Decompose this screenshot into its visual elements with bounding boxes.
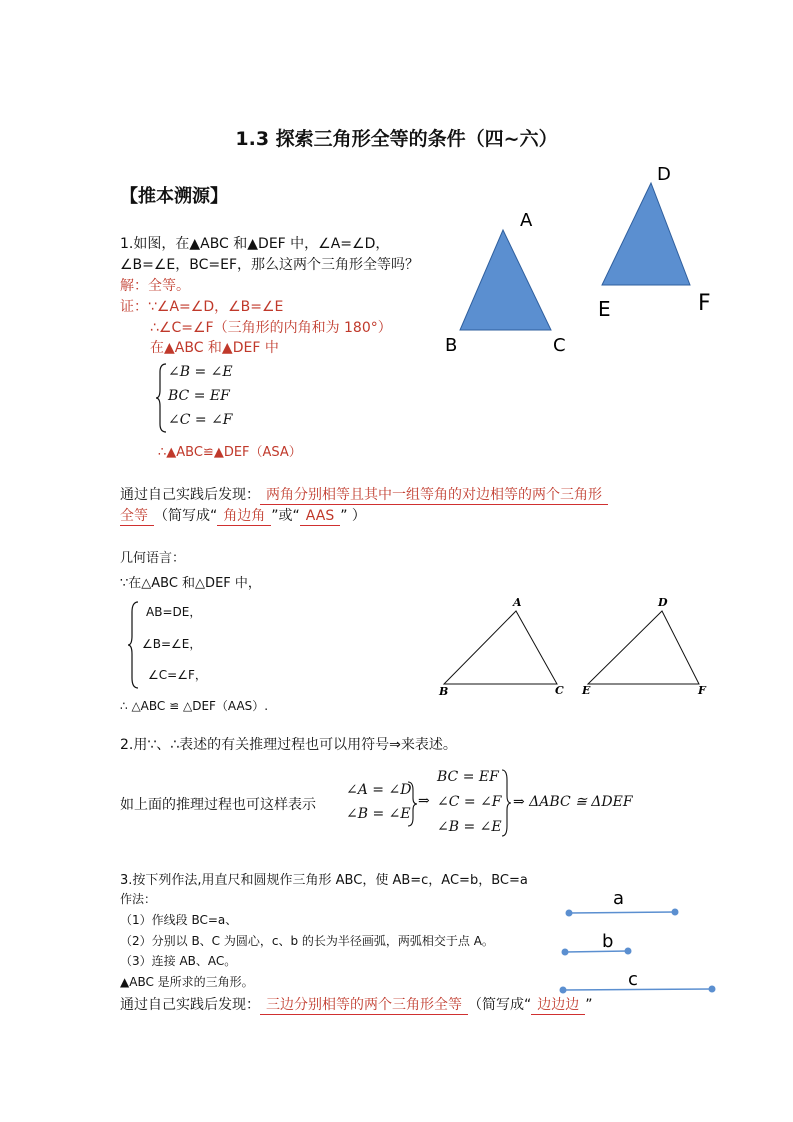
- geo-label-F: F: [698, 684, 706, 697]
- discover2-end: ”: [585, 997, 593, 1013]
- proof-line1: ∵∠A=∠D，∠B=∠E: [148, 299, 284, 315]
- q2-prefix: 如上面的推理过程也可这样表示: [120, 797, 316, 813]
- outline-triangle-def: [588, 611, 699, 684]
- geo-label-C: C: [555, 684, 564, 697]
- triangle-def: [602, 183, 690, 285]
- discover2-prefix: 通过自己实践后发现：: [120, 997, 260, 1013]
- answer-text: 全等。: [148, 278, 190, 294]
- geo-heading: 几何语言：: [120, 551, 186, 566]
- discover2-fill1: 三边分别相等的两个三角形全等: [260, 997, 468, 1015]
- q2-mid-row3: ∠B = ∠E: [437, 819, 502, 835]
- discover1-fill1a: 两角分别相等且其中一组等角的对边相等的两个三角形: [260, 487, 608, 505]
- discover1-mid2: ”或“: [271, 508, 300, 524]
- sys1-row2: BC = EF: [168, 388, 230, 404]
- geo-conclusion: ∴ △ABC ≌ △DEF（AAS）.: [120, 699, 269, 713]
- label-F: F: [698, 291, 711, 316]
- q1-figure: [440, 160, 720, 360]
- q3-step2: （2）分别以 B、C 为圆心，c、b 的长为半径画弧，两弧相交于点 A。: [120, 934, 494, 948]
- geo-sys-row3: ∠C=∠F，: [148, 668, 207, 682]
- geo-label-B: B: [439, 685, 449, 698]
- q2-left-row1: ∠A = ∠D: [346, 782, 412, 798]
- discover1-fill1b: 全等: [120, 508, 154, 526]
- segments-figure: [555, 885, 725, 995]
- q1-answer: [120, 275, 190, 295]
- q3-line: 3.按下列作法,用直尺和圆规作三角形 ABC，使 AB=c，AC=b，BC=a: [120, 873, 528, 888]
- q2-brace-right: [502, 768, 512, 838]
- geo-label-A: A: [513, 596, 522, 609]
- q3-step3: （3）连接 AB、AC。: [120, 954, 237, 968]
- section-heading: 【推本溯源】: [120, 186, 228, 207]
- label-C: C: [553, 335, 566, 356]
- answer-label: 解：: [120, 278, 148, 294]
- label-E: E: [598, 297, 611, 321]
- label-A: A: [520, 210, 533, 231]
- outline-triangle-abc: [444, 611, 557, 684]
- geo-sys-row2: ∠B=∠E，: [142, 637, 202, 651]
- q1-conclusion: ∴▲ABC≌▲DEF（ASA）: [158, 445, 302, 460]
- q2-mid-row2: ∠C = ∠F: [437, 794, 502, 810]
- label-B: B: [445, 335, 458, 356]
- discover2-fill2: 边边边: [531, 997, 585, 1015]
- discover2-line: [120, 994, 593, 1015]
- proof-line3: 在▲ABC 和▲DEF 中: [150, 340, 279, 356]
- discover1-line2: [120, 505, 366, 526]
- segment-b: [562, 931, 632, 956]
- geo-figure: [436, 594, 726, 704]
- sys1-row1: ∠B = ∠E: [168, 364, 233, 380]
- discover1-end: ” ）: [340, 508, 366, 524]
- page-title: 1.3 探索三角形全等的条件（四~六）: [235, 128, 558, 150]
- q2-brace-left: [408, 780, 418, 828]
- brace-2: [128, 600, 140, 690]
- triangle-abc: [460, 230, 551, 330]
- discover1-fill3: AAS: [300, 508, 340, 526]
- q2-arrow1: ⇒: [418, 793, 430, 809]
- discover2-mid: （简写成“: [468, 997, 532, 1013]
- q3-step4: ▲ABC 是所求的三角形。: [120, 975, 254, 989]
- q2-mid-row1: BC = EF: [437, 769, 499, 785]
- segment-c: [560, 969, 716, 994]
- sys1-row3: ∠C = ∠F: [168, 412, 233, 428]
- q1-proof1: [120, 296, 283, 316]
- q2-line: 2.用∵、∴表述的有关推理过程也可以用符号⇒来表述。: [120, 737, 457, 753]
- segment-a-label: a: [613, 888, 625, 909]
- geo-sys-row1: AB=DE，: [146, 605, 202, 619]
- discover1-line1: [120, 484, 608, 505]
- q1-line1: 1.如图，在▲ABC 和▲DEF 中，∠A=∠D，: [120, 236, 390, 252]
- geo-label-E: E: [582, 684, 591, 697]
- segment-c-label: c: [628, 969, 638, 990]
- discover1-prefix: 通过自己实践后发现：: [120, 487, 260, 503]
- label-D: D: [657, 164, 671, 185]
- proof-line2: ∴∠C=∠F（三角形的内角和为 180°）: [150, 320, 392, 336]
- brace-1: [156, 362, 168, 434]
- geo-given: ∵在△ABC 和△DEF 中，: [120, 576, 261, 591]
- q3-method: 作法：: [120, 892, 157, 906]
- proof-label: 证：: [120, 299, 148, 315]
- discover1-fill2: 角边角: [217, 508, 271, 526]
- q3-step1: （1）作线段 BC=a、: [120, 913, 238, 927]
- q2-result: ⇒ ΔABC ≅ ΔDEF: [513, 794, 633, 810]
- segment-a: [566, 888, 679, 917]
- q2-left-row2: ∠B = ∠E: [346, 806, 411, 822]
- discover1-mid1: （简写成“: [154, 508, 218, 524]
- q1-line2: ∠B=∠E，BC=EF，那么这两个三角形全等吗？: [120, 257, 420, 273]
- geo-label-D: D: [658, 596, 668, 609]
- segment-b-label: b: [602, 931, 614, 952]
